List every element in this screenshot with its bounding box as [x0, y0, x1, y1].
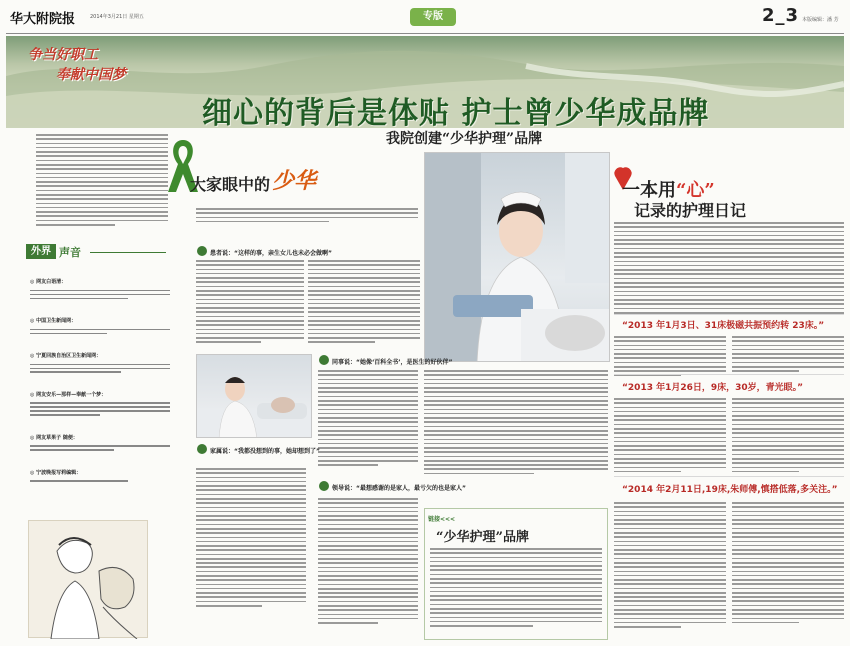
voice-source: ◎ 网友草果子 随便：	[30, 434, 78, 441]
family-quote-body	[196, 468, 306, 609]
voices-rule	[90, 252, 166, 253]
quote-text: “我都没想到的事，她却想到了”	[234, 448, 320, 455]
quote-text: “她像‘百科全书’，是医生的好伙伴”	[356, 359, 453, 366]
quote-mark-icon	[318, 354, 330, 366]
voices-list	[30, 268, 170, 490]
diary-title-pre: 一本用	[622, 180, 676, 201]
voice-item	[30, 268, 170, 299]
diary-entry-2-body	[614, 398, 726, 475]
nurse-photo-content	[425, 153, 610, 362]
voice-item	[30, 459, 170, 482]
diary-divider	[614, 314, 844, 315]
diary-entry-1-body	[614, 336, 726, 379]
diary-intro	[614, 222, 844, 316]
subheadline: 我院创建“少华护理”品牌	[386, 131, 543, 147]
page-editor: 本版编辑：潘 芳	[802, 17, 839, 23]
quote-heading-family	[210, 446, 320, 455]
quote-mark-icon	[196, 443, 208, 455]
leader-quote-body	[318, 498, 418, 626]
quote-heading-colleague	[332, 357, 452, 366]
diary-entry-1-body-2	[732, 336, 844, 375]
link-title: “少华护理”品牌	[436, 530, 529, 545]
voice-source: ◎ 中国卫生新闻网：	[30, 317, 77, 324]
nurse-sketch-icon	[29, 521, 149, 639]
section-badge: 专版	[410, 8, 456, 26]
colleague-quote-body	[318, 370, 418, 468]
main-headline: 细心的背后是体贴 护士曾少华成品牌	[202, 96, 710, 128]
quote-text: “最想感谢的是家人，最亏欠的也是家人”	[356, 485, 466, 492]
quote-mark-icon	[196, 245, 208, 257]
voices-word: 声音	[59, 246, 81, 259]
diary-divider	[614, 476, 844, 477]
slogan-line-2: 奉献中国梦	[56, 67, 126, 83]
colleague-quote-body-2	[424, 370, 608, 477]
masthead	[6, 4, 844, 34]
outside-voices-header	[26, 242, 166, 262]
voice-item	[30, 424, 170, 451]
issue-date: 2014年3月21日 星期五	[90, 14, 144, 20]
voice-source: ◎ 网友白语清：	[30, 279, 67, 285]
voice-source: ◎ 宁波晚报写莉编辑：	[30, 469, 82, 476]
nurse-illustration	[28, 520, 148, 638]
quote-speaker: 家属说：	[210, 448, 235, 455]
nurse-at-bedside-photo	[424, 152, 610, 362]
hero-banner	[6, 36, 844, 128]
ward-care-photo	[196, 354, 312, 438]
quote-speaker: 领导说：	[332, 485, 357, 492]
diary-entry-2-heading: “2013 年1月26日，9床，30岁，青光眼。”	[622, 383, 804, 393]
slogan-line-1: 争当好职工	[28, 47, 98, 63]
quote-speaker: 患者说：	[210, 250, 235, 257]
quote-speaker: 同事说：	[332, 359, 357, 366]
voices-tag: 外界	[26, 244, 56, 259]
feature-title: 大家眼中的	[190, 175, 271, 194]
diary-divider	[614, 374, 844, 375]
diary-entry-2-body-2	[732, 398, 844, 475]
page-numbers: 2_3	[762, 5, 800, 26]
ward-photo-content	[197, 355, 312, 438]
voice-item	[30, 381, 170, 416]
feature-name: 少华	[272, 168, 317, 194]
diary-title-heart: “心”	[676, 180, 715, 201]
quote-heading-patient	[210, 248, 332, 257]
diary-entry-3-heading: “2014 年2月11日,19床,朱师傅,慎搭低落,多关注。”	[622, 485, 838, 495]
voice-item	[30, 342, 170, 373]
voice-source: ◎ 网友安乐—那样—奉献一个梦：	[30, 391, 107, 398]
quote-heading-leader	[332, 483, 466, 492]
diary-entry-3-body-2	[732, 502, 844, 626]
quote-text: “这样的事，亲生女儿也未必会做啊”	[234, 250, 332, 257]
patient-quote-body	[196, 260, 304, 346]
voice-source: ◎ 宁夏回族自治区卫生新闻网：	[30, 352, 102, 359]
newspaper-logo: 华大附院报	[10, 12, 76, 27]
diary-entry-3-body	[614, 502, 726, 630]
link-label: 链接<<<	[428, 516, 456, 523]
link-body	[430, 548, 602, 629]
diary-title-line-2: 记录的护理日记	[634, 201, 747, 220]
patient-quote-body-2	[308, 260, 420, 346]
quote-mark-icon	[318, 480, 330, 492]
feature-intro	[196, 208, 418, 225]
intro-paragraph	[36, 134, 168, 228]
voice-item	[30, 307, 170, 334]
diary-entry-1-heading: “2013 年1月3日、31床极磁共振预约转 23床。”	[622, 321, 825, 331]
